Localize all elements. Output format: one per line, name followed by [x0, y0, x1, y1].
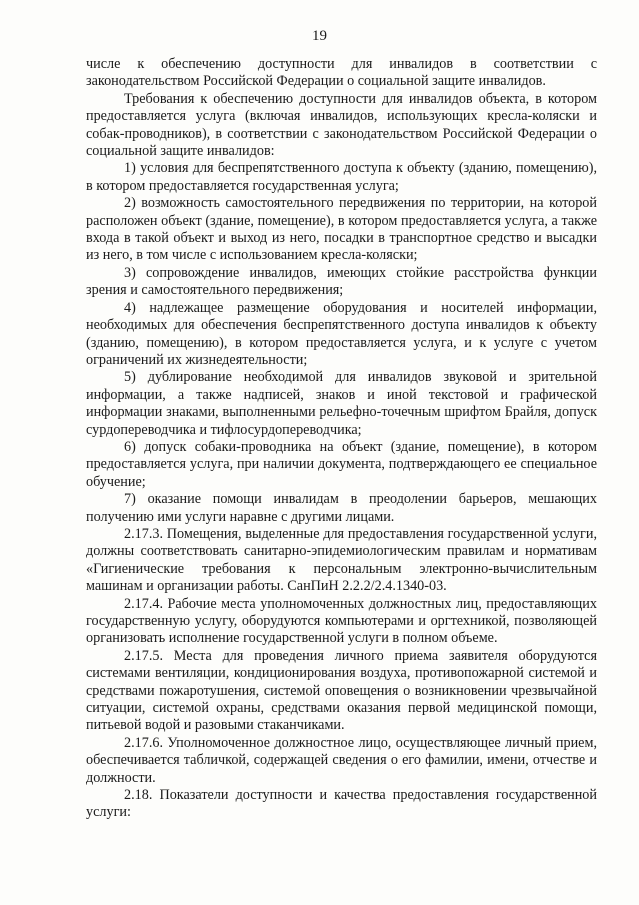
list-item-7: 7) оказание помощи инвалидам в преодолении барьеров, мешающих получению ими услуги наравне с другими лицами.	[86, 491, 597, 525]
document-body	[86, 56, 597, 822]
paragraph-requirements-intro: Требования к обеспечению доступности для инвалидов объекта, в котором предоставляется услуга (включая инвалидов, использующих кресла-коляски и собак-проводников), в соответствии с законодательством Российской Федерации о социальной защите инвалидов:	[86, 90, 597, 160]
section-2-17-3: 2.17.3. Помещения, выделенные для предоставления государственной услуги, должны соответствовать санитарно-эпидемиологическим правилам и нормативам «Гигиенические требования к персональным электронно-вычислительным машинам и организации работы. СанПиН 2.2.2/2.4.1340-03.	[86, 525, 597, 595]
section-2-18: 2.18. Показатели доступности и качества предоставления государственной услуги:	[86, 787, 597, 821]
list-item-4: 4) надлежащее размещение оборудования и носителей информации, необходимых для обеспечения беспрепятственного доступа инвалидов к объекту (зданию, помещению), в котором предоставляется услуга, и к услуге с учетом ограничений их жизнедеятельности;	[86, 299, 597, 368]
list-item-3: 3) сопровождение инвалидов, имеющих стойкие расстройства функции зрения и самостоятельного передвижения;	[86, 264, 597, 299]
paragraph-continuation: числе к обеспечению доступности для инвалидов в соответствии с законодательством Российской Федерации о социальной защите инвалидов.	[86, 56, 597, 90]
list-item-2: 2) возможность самостоятельного передвижения по территории, на которой расположен объект (здание, помещение), в котором предоставляется услуга, а также входа в такой объект и выход из него, посадки в транспортное средство и высадки из него, в том числе с использованием кресла-коляски;	[86, 195, 597, 264]
list-item-1: 1) условия для беспрепятственного доступа к объекту (зданию, помещению), в котором предоставляется государственная услуга;	[86, 160, 597, 194]
page-number: 19	[312, 28, 327, 44]
list-item-6: 6) допуск собаки-проводника на объект (здание, помещение), в котором предоставляется услуга, при наличии документа, подтверждающего ее специальное обучение;	[86, 438, 597, 490]
section-2-17-5: 2.17.5. Места для проведения личного приема заявителя оборудуются системами вентиляции, кондиционирования воздуха, противопожарной системой и средствами пожаротушения, системой оповещения о возникновении чрезвычайной ситуации, системой охраны, средствами оказания первой медицинской помощи, питьевой водой и разовыми стаканчиками.	[86, 647, 597, 734]
section-2-17-4: 2.17.4. Рабочие места уполномоченных должностных лиц, предоставляющих государственную услугу, оборудуются компьютерами и оргтехникой, позволяющей организовать исполнение государственной услуги в полном объеме.	[86, 595, 597, 647]
list-item-5: 5) дублирование необходимой для инвалидов звуковой и зрительной информации, а также надписей, знаков и иной текстовой и графической информации знаками, выполненными рельефно-точечным шрифтом Брайля, допуск сурдопереводчика и тифлосурдопереводчика;	[86, 369, 597, 438]
section-2-17-6: 2.17.6. Уполномоченное должностное лицо, осуществляющее личный прием, обеспечивается табличкой, содержащей сведения о его фамилии, имени, отчестве и должности.	[86, 734, 597, 786]
